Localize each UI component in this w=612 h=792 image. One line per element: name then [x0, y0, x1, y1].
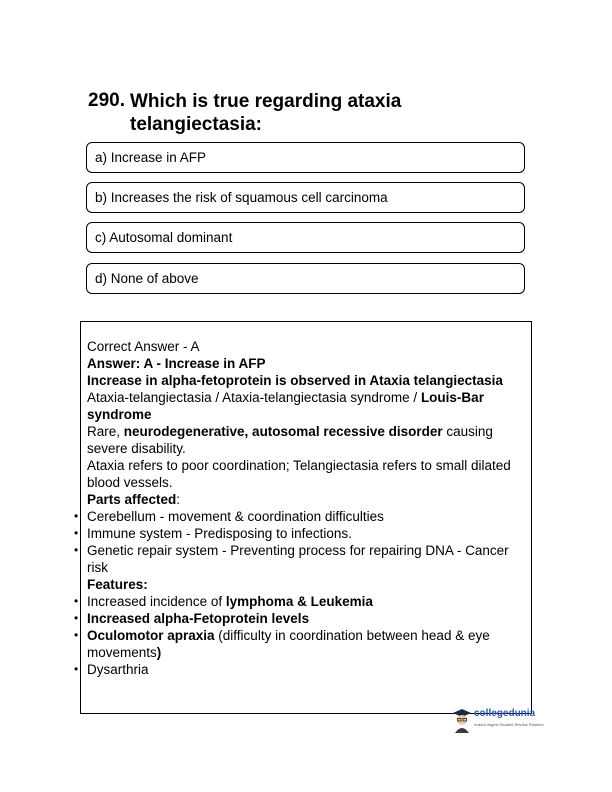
list-item: • Cerebellum - movement & coordination difficulties [74, 509, 384, 524]
features-heading: Features: [87, 577, 148, 592]
bullet-icon: • [74, 526, 79, 540]
list-item: • Increased incidence of lymphoma & Leukemia [74, 594, 373, 609]
synonyms-line: Ataxia-telangiectasia / Ataxia-telangiectasia syndrome / Louis-Bar syndrome [87, 390, 484, 422]
rare-line: Rare, neurodegenerative, autosomal recessive disorder causing severe disability. [87, 424, 493, 456]
list-item: • Oculomotor apraxia (difficulty in coordination between head & eye movements) [74, 628, 490, 660]
parts-heading: Parts affected: [87, 492, 181, 507]
option-a[interactable]: a) Increase in AFP [86, 142, 525, 173]
answer-heading: Increase in alpha-fetoprotein is observed in Ataxia telangiectasia [87, 373, 503, 388]
bullet-icon: • [74, 628, 79, 642]
answer-line: Answer: A - Increase in AFP [87, 356, 266, 371]
option-b[interactable]: b) Increases the risk of squamous cell carcinoma [86, 182, 525, 213]
bullet-icon: • [74, 594, 79, 608]
list-item: • Genetic repair system - Preventing process for repairing DNA - Cancer risk [74, 543, 509, 575]
option-c[interactable]: c) Autosomal dominant [86, 222, 525, 253]
bullet-icon: • [74, 611, 79, 625]
list-item: • Increased alpha-Fetoprotein levels [74, 611, 310, 626]
collegedunia-logo[interactable] [452, 706, 542, 736]
question-number: 290. [88, 90, 125, 111]
option-d[interactable]: d) None of above [86, 263, 525, 294]
student-mascot-icon [452, 708, 472, 734]
definition-line: Ataxia refers to poor coordination; Telangiectasia refers to small dilated blood vessels. [87, 458, 511, 490]
logo-text: collegedunia [474, 708, 536, 719]
rare-bold: neurodegenerative, autosomal recessive disorder [123, 424, 443, 439]
bullet-icon: • [74, 543, 79, 557]
list-item: • Immune system - Predisposing to infections. [74, 526, 352, 541]
bullet-icon: • [74, 662, 79, 676]
list-item: • Dysarthria [74, 662, 149, 677]
question-text: Which is true regarding ataxia telangiectasia: [130, 91, 402, 135]
logo-tagline: India's largest Student Review Platform [474, 722, 544, 727]
bullet-icon: • [74, 509, 79, 523]
answer-content [74, 338, 527, 678]
correct-answer-label: Correct Answer - A [87, 339, 200, 354]
synonym-bold: Louis-Bar syndrome [87, 390, 484, 422]
